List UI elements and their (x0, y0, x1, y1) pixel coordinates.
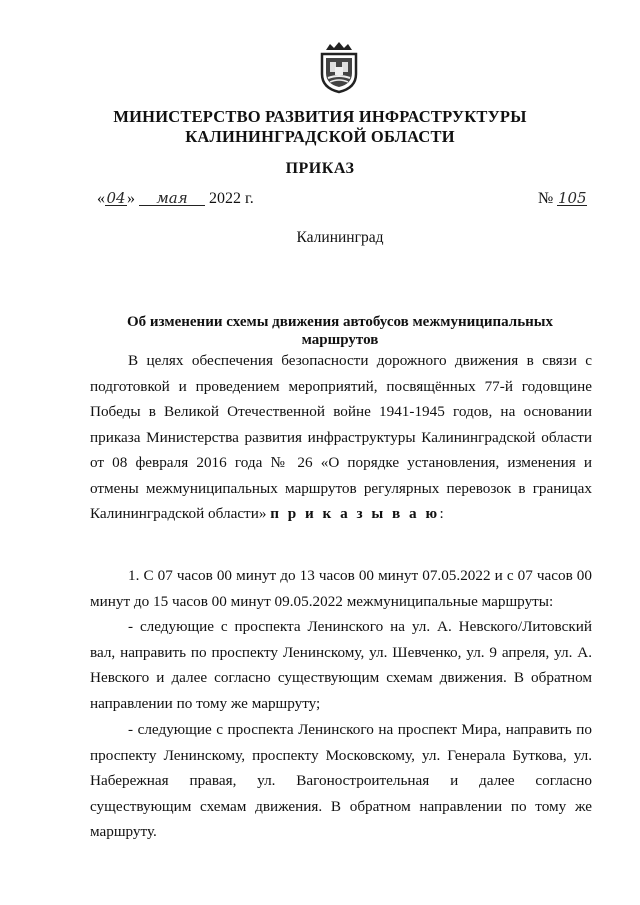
date-open-quote: « (97, 190, 105, 207)
order-item-1: 1. С 07 часов 00 минут до 13 часов 00 минут 07.05.2022 и с 07 часов 00 минут до 15 часов 00 минут 09.05.2022 межмуниципальные маршруты: (90, 567, 592, 610)
coat-of-arms-emblem-icon (318, 40, 360, 94)
number-value: 105 (557, 189, 587, 207)
document-subject: Об изменении схемы движения автобусов межмуниципальных маршрутов (127, 314, 553, 348)
date-close-quote: » (127, 190, 135, 207)
document-type-title: ПРИКАЗ (285, 160, 355, 177)
order-colon: : (439, 505, 444, 522)
city-name: Калининград (296, 229, 384, 246)
document-number (538, 190, 587, 208)
number-label: № (538, 190, 554, 207)
order-item-route-1: - следующие с проспекта Ленинского на ул. А. Невского/Литовский вал, направить по проспекту Ленинскому, ул. Шевченко, ул. 9 апреля, ул. А. Невского и далее согласно существующим схемам движения. В обратном направлении по тому же маршруту; (90, 618, 592, 712)
order-item-route-2: - следующие с проспекта Ленинского на проспект Мира, направить по проспекту Ленинскому, проспекту Московскому, ул. Генерала Буткова, ул. Набережная правая, ул. Вагоностроительная и далее согласно существующим схемам движения. В обратном направлении по тому же маршруту. (90, 721, 592, 840)
date-day: 04 (106, 189, 126, 207)
preamble-text: В целях обеспечения безопасности дорожного движения в связи с подготовкой и проведением мероприятий, посвящённых 77-й годовщине Победы в Великой Отечественной войне 1941-1945 годов, на основании приказа Министерства развития инфраструктуры Калининградской области от 08 февраля 2016 года № 26 «О порядке установления, изменения и отмены межмуниципальных маршрутов регулярных перевозок в границах Калининградской области» (90, 352, 592, 522)
ministry-name (0, 107, 640, 147)
order-word: п р и к а з ы в а ю (270, 505, 440, 522)
document-date (97, 190, 254, 208)
ministry-line-2: КАЛИНИНГРАДСКОЙ ОБЛАСТИ (185, 127, 455, 146)
date-month: мая (139, 191, 205, 206)
date-year: 2022 г. (209, 190, 254, 207)
preamble-paragraph (90, 348, 592, 527)
ministry-line-1: МИНИСТЕРСТВО РАЗВИТИЯ ИНФРАСТРУКТУРЫ (113, 107, 527, 126)
